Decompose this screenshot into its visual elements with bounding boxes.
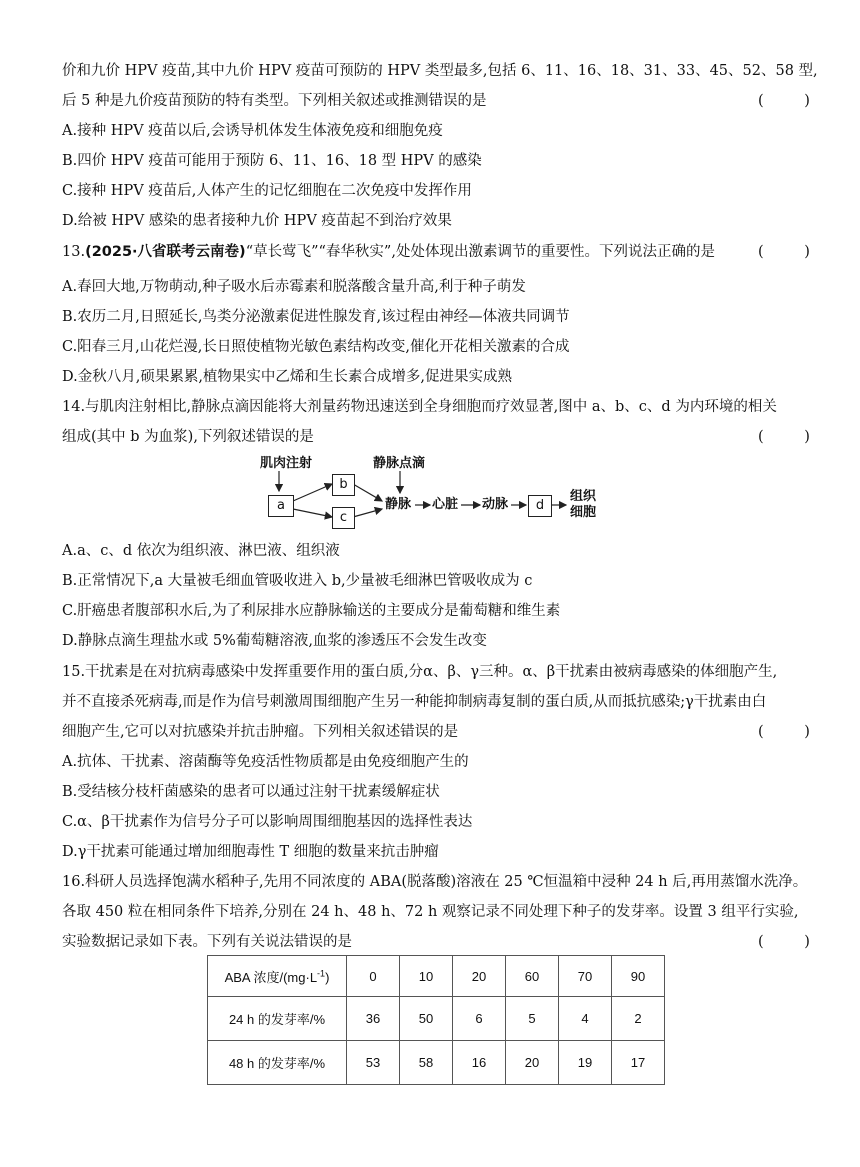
- concentration-cell: 70: [559, 956, 612, 997]
- line-text: A.抗体、干扰素、溶菌酶等免疫活性物质都是由免疫细胞产生的: [62, 754, 469, 770]
- line-text: D.给被 HPV 感染的患者接种九价 HPV 疫苗起不到治疗效果: [62, 213, 452, 229]
- text-line: [62, 782, 802, 802]
- label-heart: 心脏: [432, 497, 459, 512]
- label-tissue-line2: 细胞: [570, 505, 597, 520]
- line-text: A.接种 HPV 疫苗以后,会诱导机体发生体液免疫和细胞免疫: [62, 123, 443, 139]
- line-text: B.农历二月,日照延长,鸟类分泌激素促进性腺发育,该过程由神经—体液共同调节: [62, 309, 570, 325]
- answer-blank: ( ): [758, 724, 828, 740]
- text-line: [62, 307, 802, 327]
- text-line: [62, 61, 818, 81]
- text-line: [62, 662, 802, 682]
- line-text: C.α、β干扰素作为信号分子可以影响周围细胞基因的选择性表达: [62, 814, 473, 830]
- header-close: ): [325, 969, 330, 985]
- text-line: [62, 277, 802, 297]
- text-line: [62, 932, 828, 952]
- table-cell: 4: [559, 997, 612, 1041]
- question-number: 13.: [62, 244, 86, 260]
- text-line: [62, 367, 802, 387]
- line-text: “草长莺飞”“春华秋实”,处处体现出激素调节的重要性。下列说法正确的是: [245, 244, 715, 260]
- concentration-cell: 90: [612, 956, 665, 997]
- line-text: D.γ干扰素可能通过增加细胞毒性 T 细胞的数量来抗击肿瘤: [62, 844, 439, 860]
- box-b: b: [332, 474, 355, 496]
- box-c: c: [332, 507, 355, 529]
- line-text: 组成(其中 b 为血浆),下列叙述错误的是: [62, 429, 314, 445]
- table-cell: 20: [506, 1041, 559, 1085]
- box-d: d: [528, 495, 552, 517]
- text-line: [62, 842, 802, 862]
- line-text: D.静脉点滴生理盐水或 5%葡萄糖溶液,血浆的渗透压不会发生改变: [62, 633, 487, 649]
- concentration-cell: 20: [453, 956, 506, 997]
- text-line: [62, 902, 802, 922]
- table-cell: 2: [612, 997, 665, 1041]
- line-text: C.肝癌患者腹部积水后,为了利尿排水应静脉输送的主要成分是葡萄糖和维生素: [62, 603, 561, 619]
- text-line: [62, 601, 802, 621]
- text-line: [62, 151, 802, 171]
- concentration-cell: 10: [400, 956, 453, 997]
- text-line: [62, 631, 802, 651]
- line-text: C.接种 HPV 疫苗后,人体产生的记忆细胞在二次免疫中发挥作用: [62, 183, 472, 199]
- answer-blank: ( ): [758, 934, 828, 950]
- table-cell: 50: [400, 997, 453, 1041]
- text-line: [62, 427, 828, 447]
- label-artery: 动脉: [482, 497, 509, 512]
- label-vein: 静脉: [385, 497, 412, 512]
- text-line: [62, 752, 802, 772]
- header-sup: -1: [317, 968, 326, 979]
- line-text: 14.与肌肉注射相比,静脉点滴因能将大剂量药物迅速送到全身细胞而疗效显著,图中 a、b、c、d 为内环境的相关: [62, 399, 777, 415]
- line-text: D.金秋八月,硕果累累,植物果实中乙烯和生长素合成增多,促进果实成熟: [62, 369, 513, 385]
- line-text: B.受结核分枝杆菌感染的患者可以通过注射干扰素缓解症状: [62, 784, 440, 800]
- box-a: a: [268, 495, 294, 517]
- answer-blank: ( ): [758, 244, 828, 260]
- header-label: ABA 浓度/(mg·L: [224, 969, 318, 985]
- text-line: [62, 121, 802, 141]
- text-line: [62, 812, 802, 832]
- table-header-row: [208, 956, 665, 997]
- table-cell: 53: [347, 1041, 400, 1085]
- text-line: [62, 692, 802, 712]
- text-line: [62, 242, 828, 262]
- table-cell: 17: [612, 1041, 665, 1085]
- circulation-diagram: [258, 455, 618, 537]
- line-text: 价和九价 HPV 疫苗,其中九价 HPV 疫苗可预防的 HPV 类型最多,包括 6、11、16、18、31、33、45、52、58 型,: [62, 63, 818, 79]
- table-cell: 36: [347, 997, 400, 1041]
- concentration-cell: 60: [506, 956, 559, 997]
- table-cell: 58: [400, 1041, 453, 1085]
- line-text: 实验数据记录如下表。下列有关说法错误的是: [62, 934, 352, 950]
- line-text: C.阳春三月,山花烂漫,长日照使植物光敏色素结构改变,催化开花相关激素的合成: [62, 339, 570, 355]
- label-iv-drip: 静脉点滴: [373, 456, 426, 471]
- table-cell: 5: [506, 997, 559, 1041]
- answer-blank: ( ): [758, 93, 828, 109]
- text-line: [62, 91, 828, 111]
- table-cell: 19: [559, 1041, 612, 1085]
- line-text: 并不直接杀死病毒,而是作为信号刺激周围细胞产生另一种能抑制病毒复制的蛋白质,从而抵抗感染;γ干扰素由白: [62, 694, 767, 710]
- text-line: [62, 181, 802, 201]
- text-line: [62, 337, 802, 357]
- label-tissue-line1: 组织: [570, 489, 597, 504]
- text-line: [62, 397, 802, 417]
- concentration-cell: 0: [347, 956, 400, 997]
- line-text: 16.科研人员选择饱满水稻种子,先用不同浓度的 ABA(脱落酸)溶液在 25 ℃恒温箱中浸种 24 h 后,再用蒸馏水洗净。: [62, 874, 808, 890]
- question-source: (2025·八省联考云南卷): [85, 244, 246, 260]
- text-line: [62, 211, 802, 231]
- text-line: [62, 722, 828, 742]
- aba-germination-table: [207, 955, 665, 1085]
- row-label: 24 h 的发芽率/%: [208, 997, 347, 1041]
- line-text: B.正常情况下,a 大量被毛细血管吸收进入 b,少量被毛细淋巴管吸收成为 c: [62, 573, 533, 589]
- line-text: A.a、c、d 依次为组织液、淋巴液、组织液: [62, 543, 340, 559]
- line-text: 15.干扰素是在对抗病毒感染中发挥重要作用的蛋白质,分α、β、γ三种。α、β干扰素由被病毒感染的体细胞产生,: [62, 664, 778, 680]
- header-label-cell: [208, 956, 347, 997]
- line-text: 细胞产生,它可以对抗感染并抗击肿瘤。下列相关叙述错误的是: [62, 724, 459, 740]
- line-text: 各取 450 粒在相同条件下培养,分别在 24 h、48 h、72 h 观察记录不同处理下种子的发芽率。设置 3 组平行实验,: [62, 904, 799, 920]
- table-row: [208, 1041, 665, 1085]
- table-cell: 16: [453, 1041, 506, 1085]
- table-row: [208, 997, 665, 1041]
- row-label: 48 h 的发芽率/%: [208, 1041, 347, 1085]
- text-line: [62, 541, 802, 561]
- line-text: B.四价 HPV 疫苗可能用于预防 6、11、16、18 型 HPV 的感染: [62, 153, 482, 169]
- text-line: [62, 571, 802, 591]
- line-text: A.春回大地,万物萌动,种子吸水后赤霉素和脱落酸含量升高,利于种子萌发: [62, 279, 526, 295]
- text-line: [62, 872, 808, 892]
- answer-blank: ( ): [758, 429, 828, 445]
- label-muscle-injection: 肌肉注射: [260, 456, 313, 471]
- table-cell: 6: [453, 997, 506, 1041]
- line-text: 后 5 种是九价疫苗预防的特有类型。下列相关叙述或推测错误的是: [62, 93, 487, 109]
